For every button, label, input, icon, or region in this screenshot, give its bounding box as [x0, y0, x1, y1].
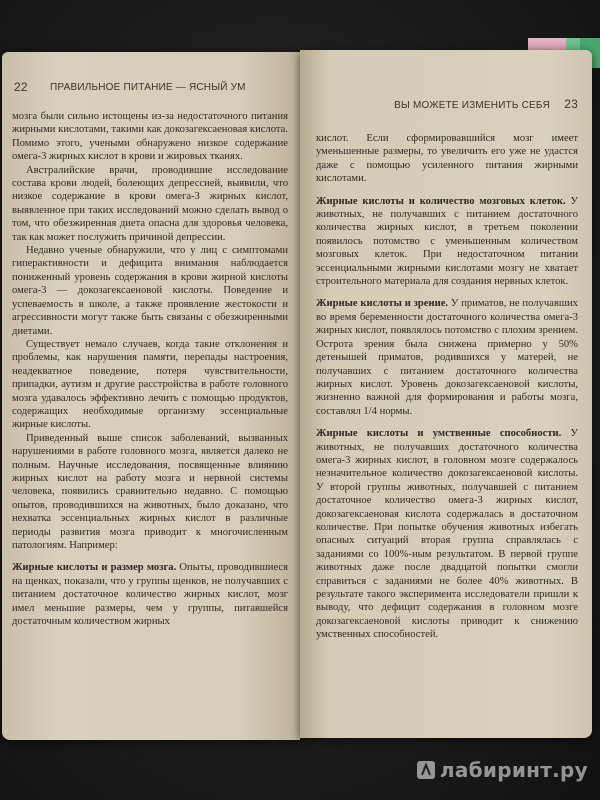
paragraph: Приведенный выше список заболеваний, вызванных нарушениями в работе головного мозга, является далеко не полным. Научные исследования, посвященные влиянию жирных кислот на работу мозга и нервной системы человека, появились сравнительно недавно. С помощью опытов, проводившихся на животных, было доказано, что нехватка эссенциальных жирных кислот в различные периоды развития мозга приводит к многочисленным патологиям. Например:: [12, 432, 288, 551]
paragraph: Австралийские врачи, проводившие исследование состава крови людей, болеющих депрессией, выявили, что низкое содержание в крови омега-3 жирных кислот, выявленное при таких исследований можно сделать вывод о том, что обезжиренная диета опасна для здоровья человека, так как может послужить причиной депрессии.: [12, 164, 288, 243]
section-paragraph: [12, 561, 288, 628]
section-paragraph: [316, 195, 578, 289]
paragraph: кислот. Если сформировавшийся мозг имеет уменьшенные размеры, то увеличить его уже не удастся даже с помощью усиленного питания жирными кислотами.: [316, 133, 578, 185]
watermark-text: лабиринт.ру: [439, 758, 588, 782]
paragraph: Существует немало случаев, когда такие отклонения и проблемы, как нарушения памяти, перепады настроения, неадекватное поведение, потеря чувствительности, припадки, аутизм и другие расстройства в работе головного мозга удавалось эффективно лечить с помощью продуктов, содержащих необходимые организму эссенциальные жирные кислоты.: [12, 338, 288, 431]
left-page-number: 22: [14, 80, 28, 94]
section-paragraph: [316, 297, 578, 418]
section-text: У животных, не получавших с питанием достаточного количества жирных кислот, в третьем поколении появилось потомство с уменьшенным количеством мозговых клеток. При недостаточном питании эссенциальными жирными кислотами мозгу не хватает строительного материала для создания нервных клеток.: [316, 195, 578, 288]
right-page-number: 23: [564, 97, 578, 111]
section-text: У животных, не получавших достаточного количества омега-3 жирных кислот, в головном мозге содержалось незначительное количество докозагексаеновой кислоты. У второй группы животных, получавшей с питанием достаточное количество омега-3 жирных кислот, докозагексаеновая кислота содержалась в достаточном количестве. При попытке обучения животных избегать опасных ситуаций вторая группа справлялась с заданиями со 100%-ным результатом. В первой группе животных даже после двадцатой попытки смогли справиться с заданиями не более 40% животных. В результате такого эксперимента исследователи пришли к выводу, что дефицит содержания в головном мозге докозагексаеновой кислоты приводит к снижению умственных способностей.: [316, 428, 578, 641]
section-paragraph: [316, 427, 578, 642]
left-page-text: [12, 110, 288, 628]
section-heading: Жирные кислоты и зрение.: [316, 298, 449, 310]
watermark: [416, 758, 588, 782]
left-running-head: ПРАВИЛЬНОЕ ПИТАНИЕ — ЯСНЫЙ УМ: [50, 82, 246, 93]
right-page: [300, 50, 592, 738]
section-heading: Жирные кислоты и количество мозговых клеток.: [316, 195, 566, 207]
left-page: [2, 52, 300, 740]
section-heading: Жирные кислоты и размер мозга.: [12, 562, 177, 574]
paragraph: Недавно ученые обнаружили, что у лиц с симптомами гиперактивности и дефицита внимания наблюдается пониженный уровень содержания в крови жирной кислоты омега-3 — докозагексаеновой кислоты. Поведение и успеваемость в школе, а также проявление жестокости и агрессивности могут также быть связаны с обезжиренными диетами.: [12, 245, 288, 337]
paragraph: мозга были сильно истощены из-за недостаточного питания жирными кислотами, такими как докозагексаеновая кислота. Помимо этого, учеными обнаружено низкое содержание омега-3 жирных кислот в крови и жировых тканях.: [12, 111, 288, 163]
section-heading: Жирные кислоты и умственные способности.: [316, 428, 562, 440]
section-text: У приматов, не получавших во время беременности достаточного количества омега-3 жирных кислот, появлялось потомство с плохим зрением. Острота зрения была снижена примерно у 50% детенышей приматов, родившихся у матерей, не получавших с питанием достаточного количества жирных кислот. Уровень докозагексаеновой кислоты, жизненно важной для формирования и работы мозга, составлял 1/4 нормы.: [316, 298, 578, 417]
right-running-head: ВЫ МОЖЕТЕ ИЗМЕНИТЬ СЕБЯ: [394, 100, 550, 111]
right-page-text: [316, 132, 578, 642]
labirint-logo-icon: [416, 760, 436, 780]
section-text: Опыты, проводившиеся на щенках, показали, что у группы щенков, не получавших с питанием достаточное количество жирных кислот, мозг имел меньшие размеры, чем у группы, питавшейся достаточным количеством жирных: [12, 562, 288, 628]
